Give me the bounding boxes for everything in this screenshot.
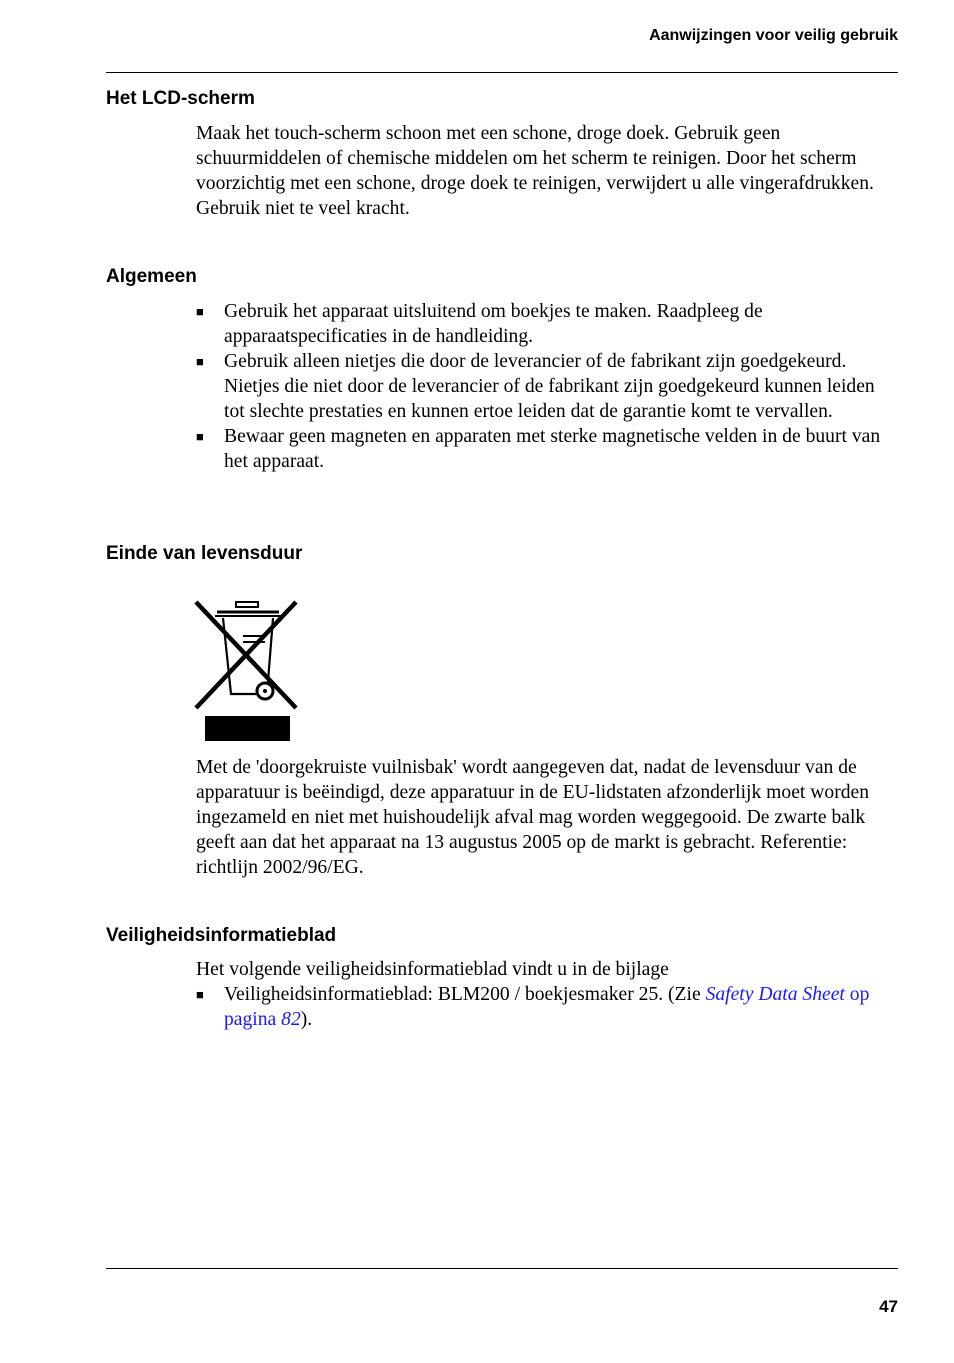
list-item-text: Veiligheidsinformatieblad: BLM200 / boekjesmaker 25. (Zie	[224, 984, 706, 1005]
bullet-list-algemeen	[196, 299, 898, 474]
bullet-icon: ■	[196, 354, 204, 369]
safety-data-sheet-link[interactable]: Safety Data Sheet	[705, 984, 845, 1005]
header-rule	[106, 72, 898, 73]
list-item	[196, 424, 898, 474]
section-heading-algemeen: Algemeen	[106, 266, 197, 287]
section-heading-veiligheid: Veiligheidsinformatieblad	[106, 925, 337, 946]
list-item	[196, 299, 898, 349]
section-text-lcd: Maak het touch-scherm schoon met een schone, droge doek. Gebruik geen schuurmiddelen of chemische middelen om het scherm te reinigen. Door het scherm voorzichtig met een schone, droge doek te reinigen, verwijdert u alle vingerafdrukken. Gebruik niet te veel kracht.	[196, 123, 874, 219]
list-item-text: Gebruik alleen nietjes die door de leverancier of de fabrikant zijn goedgekeurd. Nietjes die niet door de leverancier of de fabrikant zijn goedgekeurd kunnen leiden tot slechte prestaties en kunnen ertoe leiden dat de garantie komt te vervallen.	[224, 351, 875, 422]
page-number-link[interactable]: 82	[281, 1009, 301, 1030]
page-header-title: Aanwijzingen voor veilig gebruik	[649, 27, 898, 44]
section-heading-lcd: Het LCD-scherm	[106, 88, 255, 109]
page-reference-link-text[interactable]: op pagina	[224, 984, 870, 1030]
list-item-text: Gebruik het apparaat uitsluitend om boekjes te maken. Raadpleeg de apparaatspecificaties in de handleiding.	[224, 301, 763, 347]
section-text-einde: Met de 'doorgekruiste vuilnisbak' wordt aangegeven dat, nadat de levensduur van de apparatuur is beëindigd, deze apparatuur in de EU-lidstaten afzonderlijk moet worden ingezameld en niet met huishoudelijk afval mag worden weggegooid. De zwarte balk geeft aan dat het apparaat na 13 augustus 2005 op de markt is gebracht. Referentie: richtlijn 2002/96/EG.	[196, 757, 870, 878]
bullet-icon: ■	[196, 304, 204, 319]
section-intro-veiligheid: Het volgende veiligheidsinformatieblad vindt u in de bijlage	[196, 959, 669, 980]
list-item-text: Bewaar geen magneten en apparaten met sterke magnetische velden in de buurt van het apparaat.	[224, 426, 881, 472]
bullet-icon: ■	[196, 429, 204, 444]
bullet-icon: ■	[196, 987, 204, 1002]
list-item-suffix: ).	[300, 1009, 313, 1030]
list-item	[196, 982, 898, 1032]
footer-rule	[106, 1268, 898, 1269]
section-heading-einde: Einde van levensduur	[106, 543, 303, 564]
page-number: 47	[879, 1297, 898, 1316]
crossed-out-wheelie-bin-icon	[193, 598, 299, 742]
bullet-list-veiligheid	[196, 982, 898, 1032]
list-item	[196, 349, 898, 424]
